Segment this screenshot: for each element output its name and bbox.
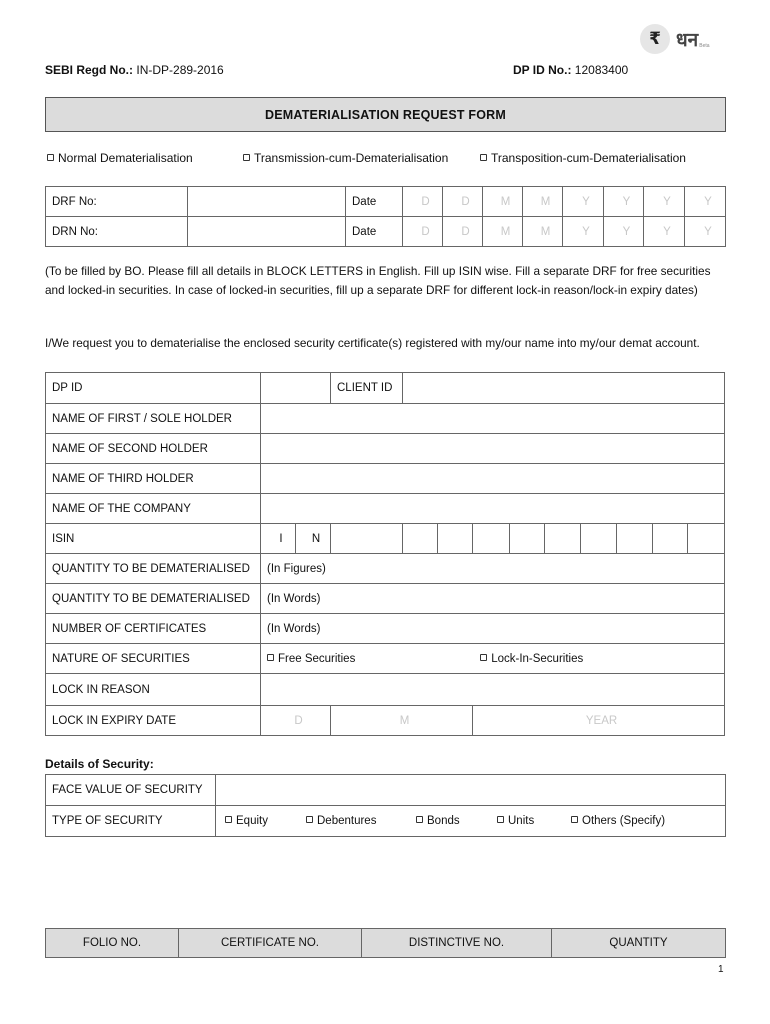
lockin-reason-label: LOCK IN REASON: [46, 674, 261, 706]
date-cell[interactable]: Y: [563, 217, 604, 247]
nature-lock-label: Lock-In-Securities: [491, 652, 584, 665]
company-label: NAME OF THE COMPANY: [46, 494, 261, 524]
certificate-no-header: CERTIFICATE NO.: [179, 929, 362, 958]
holder-details-table: [45, 372, 725, 736]
lockin-reason-input[interactable]: [261, 674, 725, 706]
date-cell[interactable]: M: [523, 187, 563, 217]
option-normal-demat[interactable]: [47, 151, 193, 165]
isin-cell[interactable]: [581, 524, 617, 554]
date-label: Date: [346, 187, 403, 217]
logo-subtext: Beta: [699, 43, 710, 49]
drf-row: [46, 187, 726, 217]
date-cell[interactable]: Y: [604, 187, 644, 217]
option-transmission[interactable]: [243, 151, 448, 165]
isin-row: [46, 524, 725, 554]
nature-lock-option[interactable]: [477, 653, 583, 665]
checkbox-icon[interactable]: [480, 154, 487, 161]
second-holder-row: [46, 434, 725, 464]
dhan-logo: [640, 22, 710, 56]
expiry-month-cell[interactable]: M: [331, 706, 473, 736]
isin-cell: N: [296, 524, 331, 554]
company-input[interactable]: [261, 494, 725, 524]
sebi-value: IN-DP-289-2016: [136, 63, 224, 77]
folio-table: [45, 928, 726, 958]
num-certs-label: NUMBER OF CERTIFICATES: [46, 614, 261, 644]
form-title: DEMATERIALISATION REQUEST FORM: [45, 97, 726, 132]
nature-free-option[interactable]: [267, 653, 477, 665]
second-holder-label: NAME OF SECOND HOLDER: [46, 434, 261, 464]
type-options: [216, 806, 726, 837]
isin-cell[interactable]: [473, 524, 510, 554]
date-cell[interactable]: D: [443, 217, 483, 247]
lockin-reason-row: [46, 674, 725, 706]
quantity-header: QUANTITY: [552, 929, 726, 958]
type-label-text: Units: [508, 815, 535, 827]
type-bonds-option[interactable]: [416, 815, 497, 827]
type-label-text: Others (Specify): [582, 815, 666, 827]
date-cell[interactable]: D: [403, 217, 443, 247]
isin-cell[interactable]: [438, 524, 473, 554]
date-cell[interactable]: D: [403, 187, 443, 217]
company-row: [46, 494, 725, 524]
sebi-regd: [45, 63, 224, 77]
dpid-value: 12083400: [574, 63, 629, 77]
qty-words-label: QUANTITY TO BE DEMATERIALISED: [46, 584, 261, 614]
date-cell[interactable]: Y: [685, 217, 726, 247]
third-holder-input[interactable]: [261, 464, 725, 494]
nature-free-label: Free Securities: [278, 652, 356, 665]
checkbox-icon[interactable]: [243, 154, 250, 161]
isin-cell[interactable]: [403, 524, 438, 554]
isin-cell[interactable]: [545, 524, 581, 554]
type-label-text: Bonds: [427, 815, 460, 827]
qty-words-input[interactable]: (In Words): [261, 584, 725, 614]
folio-header-row: [46, 929, 726, 958]
checkbox-icon[interactable]: [225, 816, 232, 823]
security-details-table: [45, 774, 726, 837]
date-cell[interactable]: Y: [604, 217, 644, 247]
details-heading: Details of Security:: [45, 757, 154, 771]
option-label: Normal Dematerialisation: [58, 151, 193, 165]
option-label: Transmission-cum-Dematerialisation: [254, 151, 449, 165]
drf-label: DRF No:: [46, 187, 188, 217]
num-certs-row: [46, 614, 725, 644]
checkbox-icon[interactable]: [571, 816, 578, 823]
first-holder-row: [46, 404, 725, 434]
date-cell[interactable]: Y: [685, 187, 726, 217]
checkbox-icon[interactable]: [480, 654, 487, 661]
rupee-icon: ₹: [640, 24, 670, 54]
face-value-row: [46, 775, 726, 806]
type-units-option[interactable]: [497, 815, 571, 827]
third-holder-label: NAME OF THIRD HOLDER: [46, 464, 261, 494]
client-id-label: CLIENT ID: [331, 373, 403, 404]
isin-label: ISIN: [46, 524, 261, 554]
lockin-expiry-label: LOCK IN EXPIRY DATE: [46, 706, 261, 736]
checkbox-icon[interactable]: [267, 654, 274, 661]
dp-id-row: [46, 373, 725, 404]
date-cell[interactable]: Y: [644, 217, 685, 247]
dpid-label: DP ID No.:: [513, 63, 572, 77]
drn-row: [46, 217, 726, 247]
drn-label: DRN No:: [46, 217, 188, 247]
nature-label: NATURE OF SECURITIES: [46, 644, 261, 674]
sebi-label: SEBI Regd No.:: [45, 63, 134, 77]
option-label: Transposition-cum-Dematerialisation: [491, 151, 686, 165]
qty-figures-label: QUANTITY TO BE DEMATERIALISED: [46, 554, 261, 584]
second-holder-input[interactable]: [261, 434, 725, 464]
date-cell[interactable]: Y: [563, 187, 604, 217]
date-cell[interactable]: M: [523, 217, 563, 247]
type-equity-option[interactable]: [225, 815, 306, 827]
date-cell[interactable]: Y: [644, 187, 685, 217]
isin-cell[interactable]: [617, 524, 653, 554]
face-value-label: FACE VALUE OF SECURITY: [46, 775, 216, 806]
isin-cell[interactable]: [653, 524, 688, 554]
request-text: I/We request you to dematerialise the enclosed security certificate(s) registered with my/our name into my/our demat account.: [45, 336, 700, 350]
isin-cell[interactable]: [331, 524, 403, 554]
isin-cell[interactable]: [510, 524, 545, 554]
lockin-expiry-row: [46, 706, 725, 736]
third-holder-row: [46, 464, 725, 494]
expiry-day-cell[interactable]: D: [261, 706, 331, 736]
face-value-input[interactable]: [216, 775, 726, 806]
nature-options: [261, 644, 725, 674]
dp-id-input[interactable]: [261, 373, 331, 404]
type-row: [46, 806, 726, 837]
drn-input[interactable]: [188, 217, 346, 247]
checkbox-icon[interactable]: [416, 816, 423, 823]
option-transposition[interactable]: [480, 151, 686, 165]
checkbox-icon[interactable]: [47, 154, 54, 161]
qty-words-row: [46, 584, 725, 614]
qty-figures-input[interactable]: (In Figures): [261, 554, 725, 584]
expiry-year-cell[interactable]: YEAR: [473, 706, 725, 736]
date-cell[interactable]: M: [483, 217, 523, 247]
date-cell[interactable]: M: [483, 187, 523, 217]
client-id-input[interactable]: [403, 373, 725, 404]
instructions-text: (To be filled by BO. Please fill all details in BLOCK LETTERS in English. Fill up ISIN wise. Fill a separate DRF for free securities and locked-in securities. In case of locked-in securities, fill up a separate DRF for different lock-in reason/lock-in expiry dates): [45, 264, 711, 297]
type-label-text: Debentures: [317, 815, 377, 827]
first-holder-label: NAME OF FIRST / SOLE HOLDER: [46, 404, 261, 434]
type-label-text: Equity: [236, 815, 268, 827]
page-number: 1: [718, 964, 724, 975]
drf-table: [45, 186, 726, 247]
isin-cell[interactable]: [688, 524, 725, 554]
type-label: TYPE OF SECURITY: [46, 806, 216, 837]
folio-no-header: FOLIO NO.: [46, 929, 179, 958]
qty-figures-row: [46, 554, 725, 584]
dp-id-label: DP ID: [46, 373, 261, 404]
checkbox-icon[interactable]: [497, 816, 504, 823]
num-certs-input[interactable]: (In Words): [261, 614, 725, 644]
logo-text: धन: [676, 29, 699, 51]
drf-input[interactable]: [188, 187, 346, 217]
checkbox-icon[interactable]: [306, 816, 313, 823]
date-cell[interactable]: D: [443, 187, 483, 217]
type-others-option[interactable]: [571, 815, 665, 827]
dp-id-no: [513, 63, 628, 77]
isin-cell: I: [261, 524, 296, 554]
nature-row: [46, 644, 725, 674]
distinctive-no-header: DISTINCTIVE NO.: [362, 929, 552, 958]
type-debentures-option[interactable]: [306, 815, 416, 827]
first-holder-input[interactable]: [261, 404, 725, 434]
date-label: Date: [346, 217, 403, 247]
